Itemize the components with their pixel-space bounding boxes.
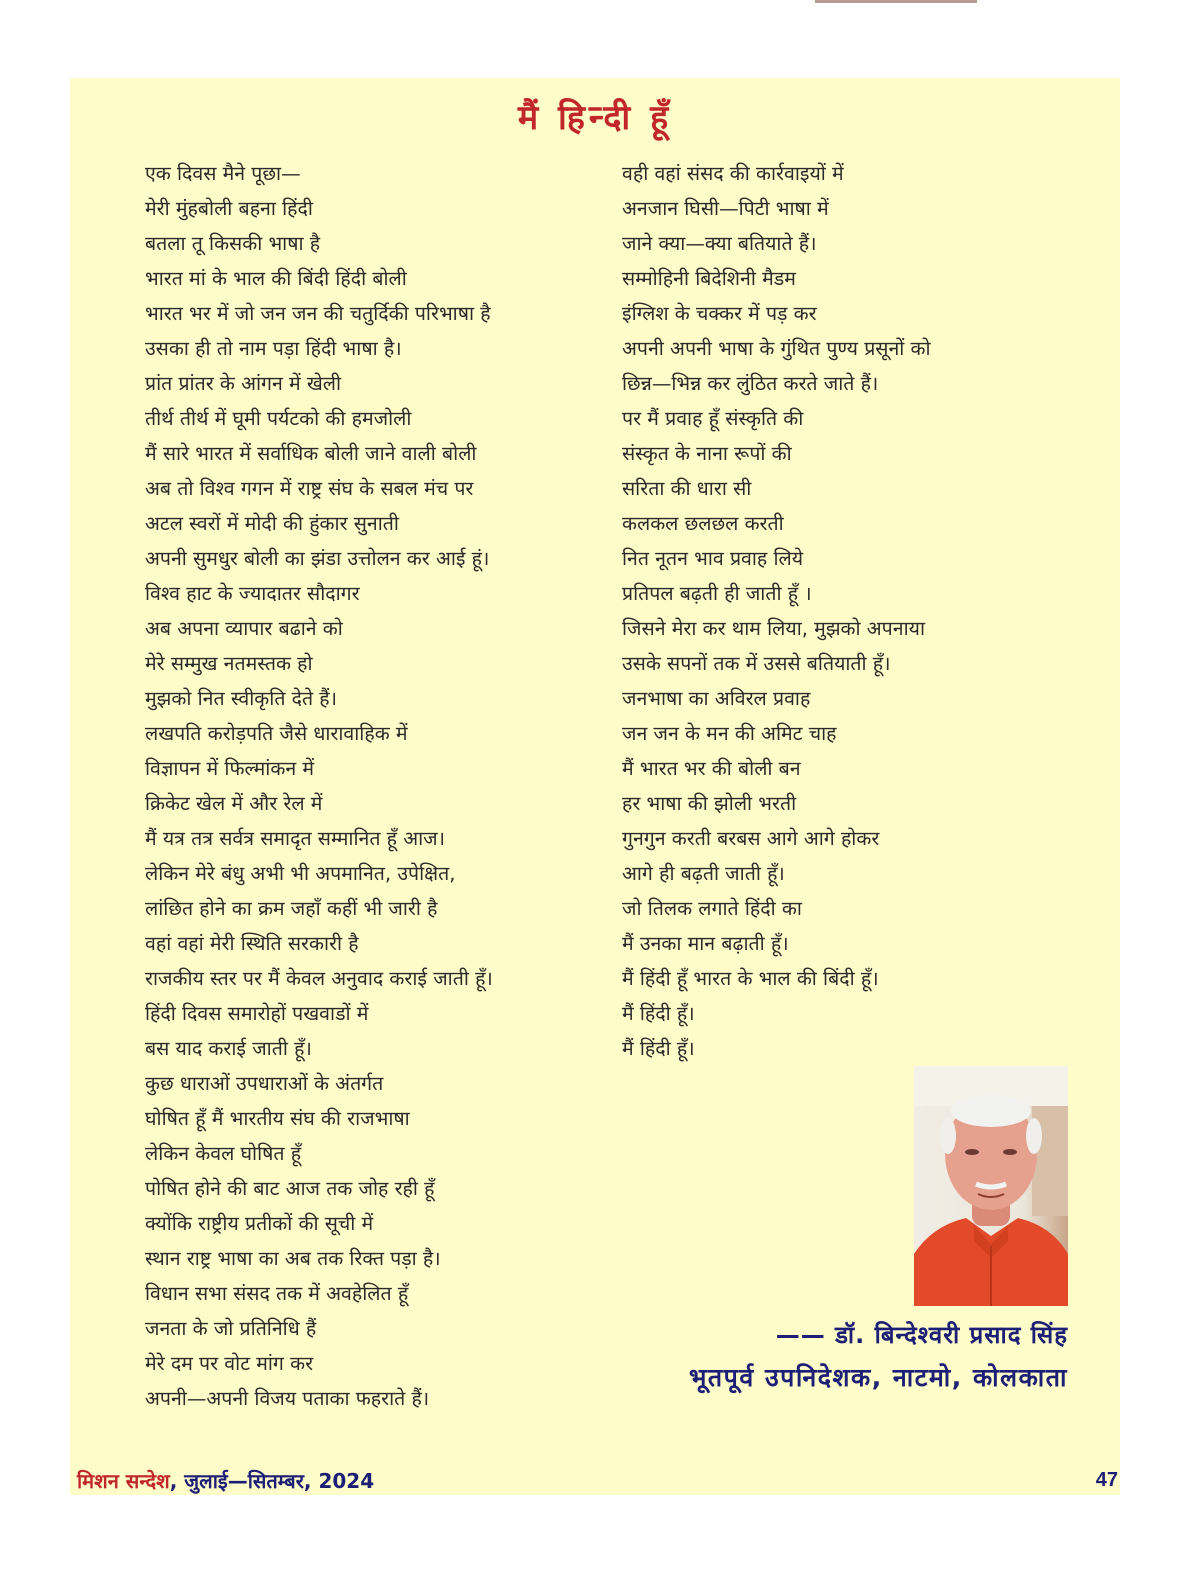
poem-line: वही वहां संसद की कार्रवाइयों में bbox=[622, 162, 844, 185]
poem-line: लेकिन केवल घोषित हूँ bbox=[145, 1142, 302, 1165]
poem-line: मैं हिंदी हूँ भारत के भाल की बिंदी हूँ। bbox=[622, 967, 879, 990]
poem-line: मेरे दम पर वोट मांग कर bbox=[145, 1352, 314, 1375]
poem-line: प्रतिपल बढ़ती ही जाती हूँ । bbox=[622, 582, 812, 605]
poem-line: कलकल छलछल करती bbox=[622, 512, 784, 535]
page-number: 47 bbox=[1095, 1469, 1118, 1491]
poem-line: घोषित हूँ मैं भारतीय संघ की राजभाषा bbox=[145, 1107, 410, 1130]
poem-right-column bbox=[622, 156, 1072, 1066]
poem-line: पोषित होने की बाट आज तक जोह रही हूँ bbox=[145, 1177, 435, 1200]
issue-date: , जुलाई—सितम्बर, 2024 bbox=[169, 1469, 375, 1493]
poem-line: छिन्न—भिन्न कर लुंठित करते जाते हैं। bbox=[622, 372, 879, 395]
poem-line: संस्कृत के नाना रूपों की bbox=[622, 442, 792, 465]
poem-line: हर भाषा की झोली भरती bbox=[622, 792, 797, 815]
poem-line: मुझको नित स्वीकृति देते हैं। bbox=[145, 687, 338, 710]
poem-line: अब अपना व्यापार बढाने को bbox=[145, 617, 343, 640]
poem-line: प्रांत प्रांतर के आंगन में खेली bbox=[145, 372, 342, 395]
poem-line: अटल स्वरों में मोदी की हुंकार सुनाती bbox=[145, 512, 399, 535]
author-photo bbox=[914, 1066, 1068, 1306]
footer-publication bbox=[77, 1467, 374, 1494]
poem-line: अपनी—अपनी विजय पताका फहराते हैं। bbox=[145, 1387, 430, 1410]
poem-line: तीर्थ तीर्थ में घूमी पर्यटको की हमजोली bbox=[145, 407, 412, 430]
poem-line: पर मैं प्रवाह हूँ संस्कृति की bbox=[622, 407, 804, 430]
poem-line: सरिता की धारा सी bbox=[622, 477, 752, 500]
poem-line: क्रिकेट खेल में और रेल में bbox=[145, 792, 323, 815]
poem-line: मैं हिंदी हूँ। bbox=[622, 1002, 695, 1025]
poem-left-column bbox=[145, 156, 595, 1416]
poem-line: विधान सभा संसद तक में अवहेलित हूँ bbox=[145, 1282, 409, 1305]
poem-line: लांछित होने का क्रम जहाँ कहीं भी जारी है bbox=[145, 897, 438, 920]
poem-line: जिसने मेरा कर थाम लिया, मुझको अपनाया bbox=[622, 617, 925, 640]
poem-line: गुनगुन करती बरबस आगे आगे होकर bbox=[622, 827, 880, 850]
poem-line: नित नूतन भाव प्रवाह लिये bbox=[622, 547, 804, 570]
poem-line: अब तो विश्व गगन में राष्ट्र संघ के सबल मंच पर bbox=[145, 477, 474, 500]
poem-line: मैं हिंदी हूँ। bbox=[622, 1037, 695, 1060]
poem-line: विज्ञापन में फिल्मांकन में bbox=[145, 757, 315, 780]
poem-line: बतला तू किसकी भाषा है bbox=[145, 232, 321, 255]
poem-line: लेकिन मेरे बंधु अभी भी अपमानित, उपेक्षित, bbox=[145, 862, 456, 885]
poem-line: वहां वहां मेरी स्थिति सरकारी है bbox=[145, 932, 359, 955]
poem-line: जन जन के मन की अमिट चाह bbox=[622, 722, 837, 745]
poem-line: अनजान घिसी—पिटी भाषा में bbox=[622, 197, 829, 220]
poem-line: कुछ धाराओं उपधाराओं के अंतर्गत bbox=[145, 1072, 384, 1095]
poem-line: मैं उनका मान बढ़ाती हूँ। bbox=[622, 932, 789, 955]
poem-line: मैं भारत भर की बोली बन bbox=[622, 757, 801, 780]
poem-line: अपनी सुमधुर बोली का झंडा उत्तोलन कर आई हूं। bbox=[145, 547, 490, 570]
poem-line: मैं सारे भारत में सर्वाधिक बोली जाने वाली बोली bbox=[145, 442, 477, 465]
poem-line: भारत भर में जो जन जन की चतुर्दिकी परिभाषा है bbox=[145, 302, 491, 325]
poem-line: अपनी अपनी भाषा के गुंथित पुण्य प्रसूनों को bbox=[622, 337, 931, 360]
poem-line: राजकीय स्तर पर मैं केवल अनुवाद कराई जाती हूँ। bbox=[145, 967, 493, 990]
author-portrait-image bbox=[914, 1066, 1068, 1306]
poem-line: बस याद कराई जाती हूँ। bbox=[145, 1037, 312, 1060]
poem-line: भारत मां के भाल की बिंदी हिंदी बोली bbox=[145, 267, 407, 290]
poem-line: विश्व हाट के ज्यादातर सौदागर bbox=[145, 582, 360, 605]
poem-line: जाने क्या—क्या बतियाते हैं। bbox=[622, 232, 817, 255]
author-name: —— डॉ. बिन्देश्वरी प्रसाद सिंह bbox=[775, 1321, 1068, 1349]
poem-line: उसके सपनों तक में उससे बतियाती हूँ। bbox=[622, 652, 891, 675]
top-rule bbox=[815, 0, 977, 3]
poem-line: सम्मोहिनी बिदेशिनी मैडम bbox=[622, 267, 796, 290]
poem-line: एक दिवस मैने पूछा— bbox=[145, 162, 301, 185]
poem-line: हिंदी दिवस समारोहों पखवाडों में bbox=[145, 1002, 369, 1025]
poem-line: मेरी मुंहबोली बहना हिंदी bbox=[145, 197, 313, 220]
author-designation: भूतपूर्व उपनिदेशक, नाटमो, कोलकाता bbox=[688, 1363, 1068, 1392]
poem-line: उसका ही तो नाम पड़ा हिंदी भाषा है। bbox=[145, 337, 402, 360]
poem-line: मेरे सम्मुख नतमस्तक हो bbox=[145, 652, 313, 675]
magazine-name: मिशन सन्देश bbox=[77, 1469, 170, 1493]
poem-line: लखपति करोड़पति जैसे धारावाहिक में bbox=[145, 722, 408, 745]
poem-line: क्योंकि राष्ट्रीय प्रतीकों की सूची में bbox=[145, 1212, 374, 1235]
poem-title: मैं हिन्दी हूँ bbox=[517, 98, 673, 138]
poem-line: जो तिलक लगाते हिंदी का bbox=[622, 897, 802, 920]
poem-line: जनभाषा का अविरल प्रवाह bbox=[622, 687, 811, 710]
poem-line: मैं यत्र तत्र सर्वत्र समादृत सम्मानित हूँ आज। bbox=[145, 827, 446, 850]
poem-line: आगे ही बढ़ती जाती हूँ। bbox=[622, 862, 785, 885]
poem-line: स्थान राष्ट्र भाषा का अब तक रिक्त पड़ा है। bbox=[145, 1247, 441, 1270]
poem-line: इंग्लिश के चक्कर में पड़ कर bbox=[622, 302, 817, 325]
poem-line: जनता के जो प्रतिनिधि हैं bbox=[145, 1317, 317, 1340]
